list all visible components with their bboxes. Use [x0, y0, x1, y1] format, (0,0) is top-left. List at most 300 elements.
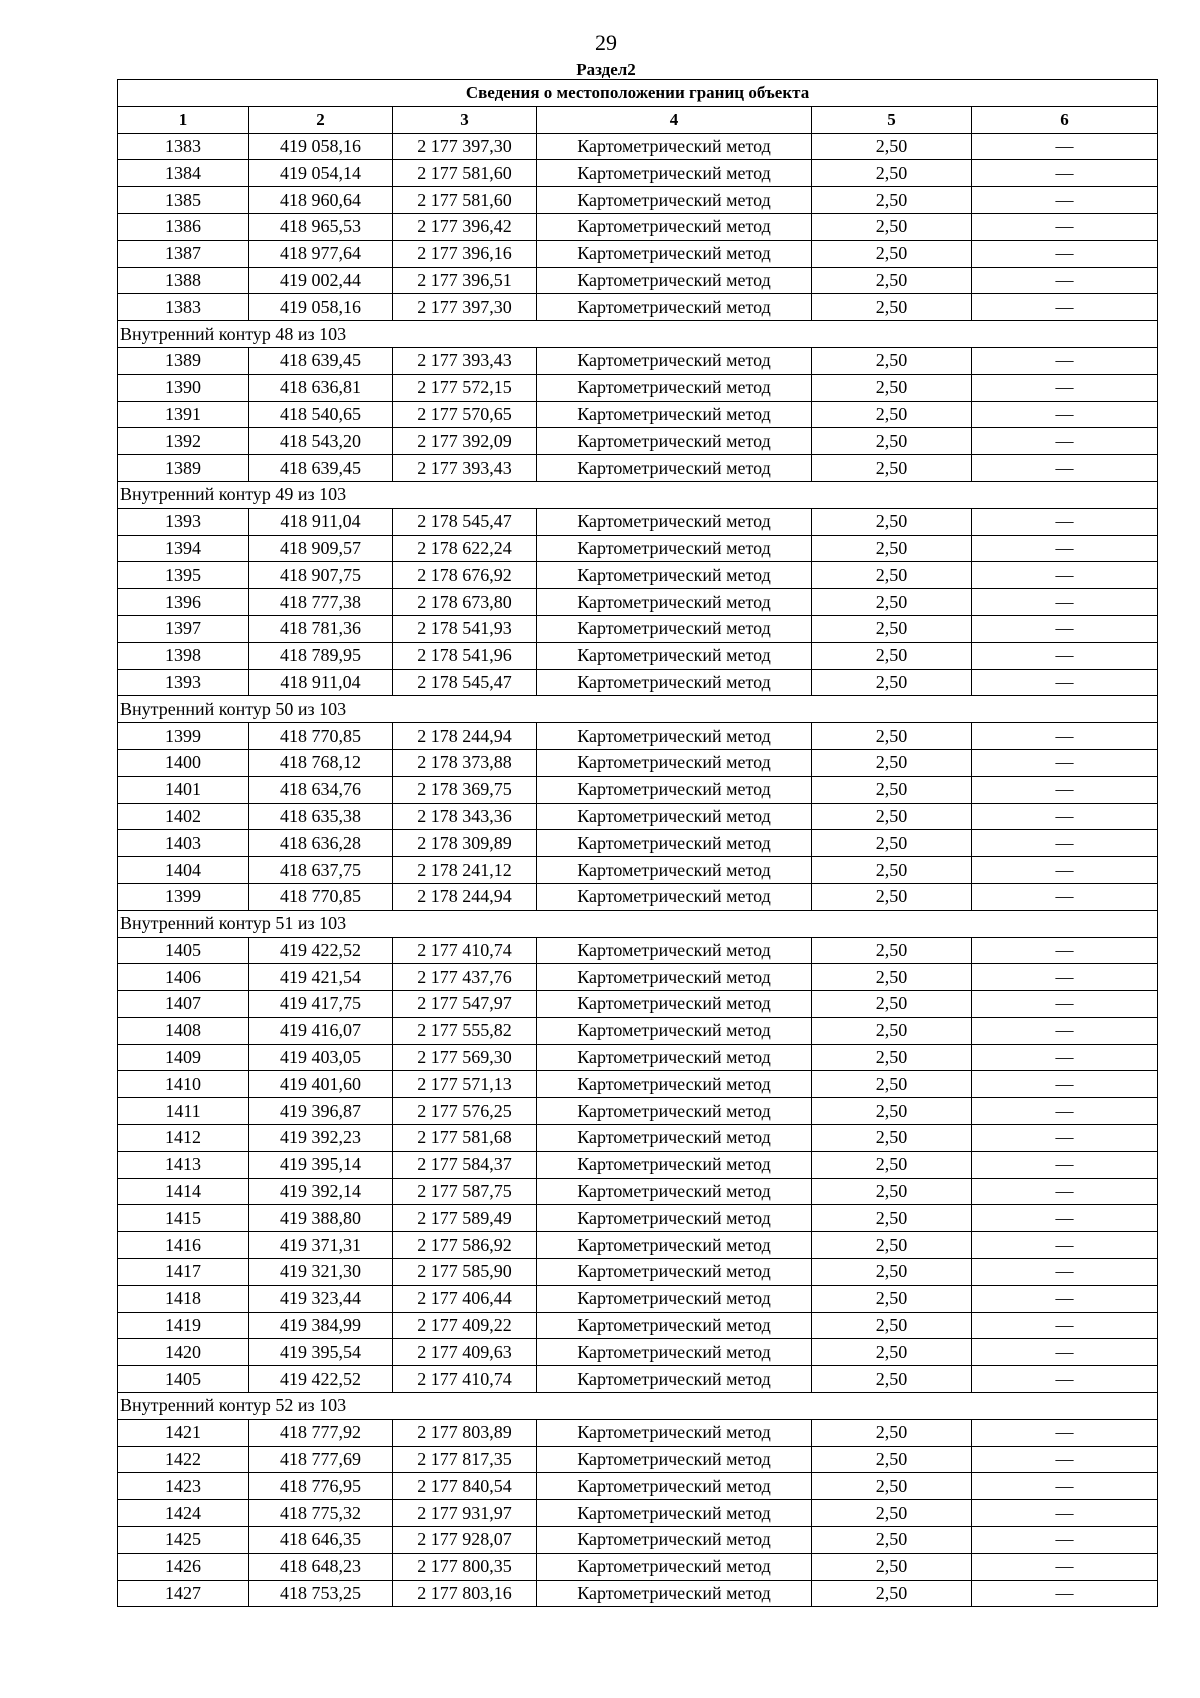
description-cell: —	[972, 1259, 1158, 1286]
accuracy-cell: 2,50	[812, 1527, 972, 1554]
description-cell: —	[972, 830, 1158, 857]
description-cell: —	[972, 1312, 1158, 1339]
x-coordinate-cell: 418 639,45	[249, 455, 393, 482]
x-coordinate-cell: 419 392,14	[249, 1178, 393, 1205]
description-cell: —	[972, 401, 1158, 428]
method-cell: Картометрический метод	[537, 428, 812, 455]
y-coordinate-cell: 2 177 800,35	[393, 1553, 537, 1580]
description-cell: —	[972, 1500, 1158, 1527]
method-cell: Картометрический метод	[537, 347, 812, 374]
table-row	[118, 187, 1158, 214]
x-coordinate-cell: 418 960,64	[249, 187, 393, 214]
method-cell: Картометрический метод	[537, 535, 812, 562]
accuracy-cell: 2,50	[812, 883, 972, 910]
method-cell: Картометрический метод	[537, 133, 812, 160]
contour-header-row	[118, 910, 1158, 937]
y-coordinate-cell: 2 177 581,68	[393, 1125, 537, 1152]
table-row	[118, 374, 1158, 401]
method-cell: Картометрический метод	[537, 1205, 812, 1232]
x-coordinate-cell: 418 540,65	[249, 401, 393, 428]
method-cell: Картометрический метод	[537, 1500, 812, 1527]
method-cell: Картометрический метод	[537, 508, 812, 535]
table-row	[118, 294, 1158, 321]
y-coordinate-cell: 2 177 570,65	[393, 401, 537, 428]
accuracy-cell: 2,50	[812, 1500, 972, 1527]
point-number-cell: 1383	[118, 294, 249, 321]
description-cell: —	[972, 1205, 1158, 1232]
table-row	[118, 1044, 1158, 1071]
method-cell: Картометрический метод	[537, 160, 812, 187]
x-coordinate-cell: 419 417,75	[249, 991, 393, 1018]
x-coordinate-cell: 418 639,45	[249, 347, 393, 374]
table-row	[118, 589, 1158, 616]
x-coordinate-cell: 419 058,16	[249, 294, 393, 321]
description-cell: —	[972, 615, 1158, 642]
table-row	[118, 133, 1158, 160]
description-cell: —	[972, 1017, 1158, 1044]
y-coordinate-cell: 2 178 545,47	[393, 508, 537, 535]
accuracy-cell: 2,50	[812, 1017, 972, 1044]
table-row	[118, 347, 1158, 374]
method-cell: Картометрический метод	[537, 1339, 812, 1366]
method-cell: Картометрический метод	[537, 991, 812, 1018]
table-row	[118, 401, 1158, 428]
description-cell: —	[972, 1151, 1158, 1178]
description-cell: —	[972, 803, 1158, 830]
table-row	[118, 240, 1158, 267]
point-number-cell: 1391	[118, 401, 249, 428]
column-header-row	[118, 106, 1158, 133]
accuracy-cell: 2,50	[812, 535, 972, 562]
method-cell: Картометрический метод	[537, 642, 812, 669]
method-cell: Картометрический метод	[537, 1446, 812, 1473]
method-cell: Картометрический метод	[537, 589, 812, 616]
contour-header-row	[118, 481, 1158, 508]
point-number-cell: 1413	[118, 1151, 249, 1178]
method-cell: Картометрический метод	[537, 723, 812, 750]
table-row	[118, 723, 1158, 750]
accuracy-cell: 2,50	[812, 589, 972, 616]
y-coordinate-cell: 2 177 803,16	[393, 1580, 537, 1607]
point-number-cell: 1425	[118, 1527, 249, 1554]
point-number-cell: 1424	[118, 1500, 249, 1527]
x-coordinate-cell: 418 789,95	[249, 642, 393, 669]
table-row	[118, 1125, 1158, 1152]
y-coordinate-cell: 2 177 409,63	[393, 1339, 537, 1366]
method-cell: Картометрический метод	[537, 1232, 812, 1259]
y-coordinate-cell: 2 177 392,09	[393, 428, 537, 455]
method-cell: Картометрический метод	[537, 1580, 812, 1607]
y-coordinate-cell: 2 178 241,12	[393, 857, 537, 884]
description-cell: —	[972, 669, 1158, 696]
contour-label: Внутренний контур 49 из 103	[118, 481, 1158, 508]
x-coordinate-cell: 418 753,25	[249, 1580, 393, 1607]
method-cell: Картометрический метод	[537, 1527, 812, 1554]
description-cell: —	[972, 723, 1158, 750]
x-coordinate-cell: 418 646,35	[249, 1527, 393, 1554]
y-coordinate-cell: 2 177 410,74	[393, 1366, 537, 1393]
contour-header-row	[118, 696, 1158, 723]
accuracy-cell: 2,50	[812, 455, 972, 482]
x-coordinate-cell: 419 388,80	[249, 1205, 393, 1232]
x-coordinate-cell: 419 403,05	[249, 1044, 393, 1071]
description-cell: —	[972, 1580, 1158, 1607]
description-cell: —	[972, 1527, 1158, 1554]
description-cell: —	[972, 589, 1158, 616]
x-coordinate-cell: 419 416,07	[249, 1017, 393, 1044]
x-coordinate-cell: 418 775,32	[249, 1500, 393, 1527]
x-coordinate-cell: 418 634,76	[249, 776, 393, 803]
description-cell: —	[972, 642, 1158, 669]
method-cell: Картометрический метод	[537, 615, 812, 642]
y-coordinate-cell: 2 177 803,89	[393, 1419, 537, 1446]
accuracy-cell: 2,50	[812, 749, 972, 776]
column-header: 1	[118, 106, 249, 133]
accuracy-cell: 2,50	[812, 374, 972, 401]
point-number-cell: 1389	[118, 455, 249, 482]
point-number-cell: 1387	[118, 240, 249, 267]
table-row	[118, 1500, 1158, 1527]
y-coordinate-cell: 2 177 576,25	[393, 1098, 537, 1125]
y-coordinate-cell: 2 177 409,22	[393, 1312, 537, 1339]
x-coordinate-cell: 418 777,69	[249, 1446, 393, 1473]
y-coordinate-cell: 2 177 406,44	[393, 1285, 537, 1312]
contour-label: Внутренний контур 48 из 103	[118, 321, 1158, 348]
x-coordinate-cell: 418 636,28	[249, 830, 393, 857]
y-coordinate-cell: 2 177 571,13	[393, 1071, 537, 1098]
accuracy-cell: 2,50	[812, 669, 972, 696]
accuracy-cell: 2,50	[812, 1366, 972, 1393]
method-cell: Картометрический метод	[537, 1044, 812, 1071]
point-number-cell: 1399	[118, 883, 249, 910]
description-cell: —	[972, 991, 1158, 1018]
accuracy-cell: 2,50	[812, 991, 972, 1018]
point-number-cell: 1410	[118, 1071, 249, 1098]
method-cell: Картометрический метод	[537, 401, 812, 428]
point-number-cell: 1389	[118, 347, 249, 374]
x-coordinate-cell: 419 401,60	[249, 1071, 393, 1098]
x-coordinate-cell: 418 770,85	[249, 723, 393, 750]
point-number-cell: 1390	[118, 374, 249, 401]
x-coordinate-cell: 418 909,57	[249, 535, 393, 562]
page-number: 29	[595, 30, 617, 55]
table-row	[118, 562, 1158, 589]
table-row	[118, 1553, 1158, 1580]
description-cell: —	[972, 1125, 1158, 1152]
y-coordinate-cell: 2 177 437,76	[393, 964, 537, 991]
table-row	[118, 1473, 1158, 1500]
point-number-cell: 1397	[118, 615, 249, 642]
accuracy-cell: 2,50	[812, 187, 972, 214]
description-cell: —	[972, 1446, 1158, 1473]
point-number-cell: 1423	[118, 1473, 249, 1500]
description-cell: —	[972, 1366, 1158, 1393]
x-coordinate-cell: 418 977,64	[249, 240, 393, 267]
accuracy-cell: 2,50	[812, 401, 972, 428]
point-number-cell: 1386	[118, 213, 249, 240]
y-coordinate-cell: 2 177 587,75	[393, 1178, 537, 1205]
x-coordinate-cell: 419 396,87	[249, 1098, 393, 1125]
description-cell: —	[972, 1044, 1158, 1071]
point-number-cell: 1388	[118, 267, 249, 294]
y-coordinate-cell: 2 178 541,93	[393, 615, 537, 642]
y-coordinate-cell: 2 177 547,97	[393, 991, 537, 1018]
accuracy-cell: 2,50	[812, 964, 972, 991]
contour-label: Внутренний контур 50 из 103	[118, 696, 1158, 723]
description-cell: —	[972, 1419, 1158, 1446]
method-cell: Картометрический метод	[537, 776, 812, 803]
method-cell: Картометрический метод	[537, 669, 812, 696]
description-cell: —	[972, 374, 1158, 401]
table-title: Сведения о местоположении границ объекта	[118, 80, 1158, 107]
accuracy-cell: 2,50	[812, 1071, 972, 1098]
y-coordinate-cell: 2 177 396,42	[393, 213, 537, 240]
accuracy-cell: 2,50	[812, 1580, 972, 1607]
point-number-cell: 1407	[118, 991, 249, 1018]
x-coordinate-cell: 419 058,16	[249, 133, 393, 160]
accuracy-cell: 2,50	[812, 1473, 972, 1500]
description-cell: —	[972, 213, 1158, 240]
method-cell: Картометрический метод	[537, 857, 812, 884]
table-row	[118, 1446, 1158, 1473]
method-cell: Картометрический метод	[537, 1473, 812, 1500]
method-cell: Картометрический метод	[537, 374, 812, 401]
accuracy-cell: 2,50	[812, 160, 972, 187]
y-coordinate-cell: 2 177 397,30	[393, 294, 537, 321]
method-cell: Картометрический метод	[537, 964, 812, 991]
point-number-cell: 1394	[118, 535, 249, 562]
table-row	[118, 964, 1158, 991]
method-cell: Картометрический метод	[537, 294, 812, 321]
method-cell: Картометрический метод	[537, 1151, 812, 1178]
contour-header-row	[118, 321, 1158, 348]
table-row	[118, 1232, 1158, 1259]
accuracy-cell: 2,50	[812, 1259, 972, 1286]
x-coordinate-cell: 418 637,75	[249, 857, 393, 884]
description-cell: —	[972, 1178, 1158, 1205]
point-number-cell: 1414	[118, 1178, 249, 1205]
column-header: 4	[537, 106, 812, 133]
point-number-cell: 1419	[118, 1312, 249, 1339]
table-row	[118, 883, 1158, 910]
column-header: 2	[249, 106, 393, 133]
description-cell: —	[972, 964, 1158, 991]
description-cell: —	[972, 508, 1158, 535]
accuracy-cell: 2,50	[812, 615, 972, 642]
y-coordinate-cell: 2 177 585,90	[393, 1259, 537, 1286]
accuracy-cell: 2,50	[812, 803, 972, 830]
description-cell: —	[972, 1285, 1158, 1312]
table-row	[118, 1259, 1158, 1286]
description-cell: —	[972, 1339, 1158, 1366]
y-coordinate-cell: 2 177 569,30	[393, 1044, 537, 1071]
point-number-cell: 1422	[118, 1446, 249, 1473]
point-number-cell: 1393	[118, 508, 249, 535]
point-number-cell: 1395	[118, 562, 249, 589]
y-coordinate-cell: 2 177 931,97	[393, 1500, 537, 1527]
y-coordinate-cell: 2 178 343,36	[393, 803, 537, 830]
y-coordinate-cell: 2 178 373,88	[393, 749, 537, 776]
description-cell: —	[972, 240, 1158, 267]
description-cell: —	[972, 535, 1158, 562]
accuracy-cell: 2,50	[812, 1553, 972, 1580]
column-header: 5	[812, 106, 972, 133]
point-number-cell: 1408	[118, 1017, 249, 1044]
accuracy-cell: 2,50	[812, 1178, 972, 1205]
method-cell: Картометрический метод	[537, 830, 812, 857]
point-number-cell: 1405	[118, 1366, 249, 1393]
table-row	[118, 803, 1158, 830]
accuracy-cell: 2,50	[812, 294, 972, 321]
table-row	[118, 776, 1158, 803]
x-coordinate-cell: 418 965,53	[249, 213, 393, 240]
point-number-cell: 1427	[118, 1580, 249, 1607]
table-title-row	[118, 80, 1158, 107]
table-row	[118, 991, 1158, 1018]
y-coordinate-cell: 2 178 622,24	[393, 535, 537, 562]
y-coordinate-cell: 2 177 817,35	[393, 1446, 537, 1473]
description-cell: —	[972, 857, 1158, 884]
method-cell: Картометрический метод	[537, 213, 812, 240]
x-coordinate-cell: 419 054,14	[249, 160, 393, 187]
accuracy-cell: 2,50	[812, 642, 972, 669]
accuracy-cell: 2,50	[812, 562, 972, 589]
y-coordinate-cell: 2 177 396,51	[393, 267, 537, 294]
point-number-cell: 1411	[118, 1098, 249, 1125]
description-cell: —	[972, 428, 1158, 455]
accuracy-cell: 2,50	[812, 347, 972, 374]
y-coordinate-cell: 2 177 555,82	[393, 1017, 537, 1044]
point-number-cell: 1403	[118, 830, 249, 857]
x-coordinate-cell: 419 384,99	[249, 1312, 393, 1339]
x-coordinate-cell: 418 777,92	[249, 1419, 393, 1446]
accuracy-cell: 2,50	[812, 830, 972, 857]
point-number-cell: 1392	[118, 428, 249, 455]
point-number-cell: 1412	[118, 1125, 249, 1152]
description-cell: —	[972, 937, 1158, 964]
table-row	[118, 749, 1158, 776]
accuracy-cell: 2,50	[812, 1151, 972, 1178]
accuracy-cell: 2,50	[812, 267, 972, 294]
x-coordinate-cell: 419 002,44	[249, 267, 393, 294]
method-cell: Картометрический метод	[537, 1366, 812, 1393]
point-number-cell: 1426	[118, 1553, 249, 1580]
y-coordinate-cell: 2 177 393,43	[393, 455, 537, 482]
x-coordinate-cell: 418 768,12	[249, 749, 393, 776]
table-row	[118, 1151, 1158, 1178]
y-coordinate-cell: 2 178 244,94	[393, 723, 537, 750]
method-cell: Картометрический метод	[537, 1285, 812, 1312]
description-cell: —	[972, 1232, 1158, 1259]
y-coordinate-cell: 2 177 397,30	[393, 133, 537, 160]
x-coordinate-cell: 419 323,44	[249, 1285, 393, 1312]
y-coordinate-cell: 2 177 928,07	[393, 1527, 537, 1554]
description-cell: —	[972, 187, 1158, 214]
description-cell: —	[972, 1473, 1158, 1500]
point-number-cell: 1420	[118, 1339, 249, 1366]
y-coordinate-cell: 2 177 584,37	[393, 1151, 537, 1178]
point-number-cell: 1405	[118, 937, 249, 964]
method-cell: Картометрический метод	[537, 749, 812, 776]
accuracy-cell: 2,50	[812, 723, 972, 750]
method-cell: Картометрический метод	[537, 1259, 812, 1286]
x-coordinate-cell: 418 911,04	[249, 669, 393, 696]
x-coordinate-cell: 418 543,20	[249, 428, 393, 455]
description-cell: —	[972, 455, 1158, 482]
x-coordinate-cell: 418 907,75	[249, 562, 393, 589]
point-number-cell: 1385	[118, 187, 249, 214]
table-row	[118, 1312, 1158, 1339]
description-cell: —	[972, 1098, 1158, 1125]
table-row	[118, 160, 1158, 187]
accuracy-cell: 2,50	[812, 1312, 972, 1339]
method-cell: Картометрический метод	[537, 240, 812, 267]
method-cell: Картометрический метод	[537, 1419, 812, 1446]
y-coordinate-cell: 2 177 572,15	[393, 374, 537, 401]
accuracy-cell: 2,50	[812, 1205, 972, 1232]
x-coordinate-cell: 418 777,38	[249, 589, 393, 616]
description-cell: —	[972, 776, 1158, 803]
point-number-cell: 1418	[118, 1285, 249, 1312]
table-row	[118, 830, 1158, 857]
method-cell: Картометрический метод	[537, 883, 812, 910]
y-coordinate-cell: 2 177 581,60	[393, 160, 537, 187]
point-number-cell: 1399	[118, 723, 249, 750]
accuracy-cell: 2,50	[812, 937, 972, 964]
table-row	[118, 508, 1158, 535]
accuracy-cell: 2,50	[812, 1232, 972, 1259]
method-cell: Картометрический метод	[537, 267, 812, 294]
description-cell: —	[972, 160, 1158, 187]
description-cell: —	[972, 294, 1158, 321]
accuracy-cell: 2,50	[812, 776, 972, 803]
x-coordinate-cell: 419 395,14	[249, 1151, 393, 1178]
accuracy-cell: 2,50	[812, 1044, 972, 1071]
x-coordinate-cell: 418 635,38	[249, 803, 393, 830]
point-number-cell: 1404	[118, 857, 249, 884]
contour-label: Внутренний контур 52 из 103	[118, 1393, 1158, 1420]
table-row	[118, 213, 1158, 240]
description-cell: —	[972, 267, 1158, 294]
x-coordinate-cell: 418 648,23	[249, 1553, 393, 1580]
method-cell: Картометрический метод	[537, 455, 812, 482]
accuracy-cell: 2,50	[812, 1285, 972, 1312]
point-number-cell: 1383	[118, 133, 249, 160]
description-cell: —	[972, 562, 1158, 589]
accuracy-cell: 2,50	[812, 1419, 972, 1446]
point-number-cell: 1396	[118, 589, 249, 616]
table-row	[118, 428, 1158, 455]
y-coordinate-cell: 2 178 369,75	[393, 776, 537, 803]
table-row	[118, 669, 1158, 696]
boundary-table	[117, 79, 1158, 1607]
table-row	[118, 615, 1158, 642]
description-cell: —	[972, 133, 1158, 160]
accuracy-cell: 2,50	[812, 1446, 972, 1473]
contour-label: Внутренний контур 51 из 103	[118, 910, 1158, 937]
point-number-cell: 1401	[118, 776, 249, 803]
x-coordinate-cell: 419 395,54	[249, 1339, 393, 1366]
y-coordinate-cell: 2 177 840,54	[393, 1473, 537, 1500]
y-coordinate-cell: 2 178 309,89	[393, 830, 537, 857]
table-body	[118, 133, 1158, 1607]
method-cell: Картометрический метод	[537, 1125, 812, 1152]
method-cell: Картометрический метод	[537, 1017, 812, 1044]
table-row	[118, 642, 1158, 669]
method-cell: Картометрический метод	[537, 1553, 812, 1580]
table-row	[118, 1580, 1158, 1607]
contour-header-row	[118, 1393, 1158, 1420]
